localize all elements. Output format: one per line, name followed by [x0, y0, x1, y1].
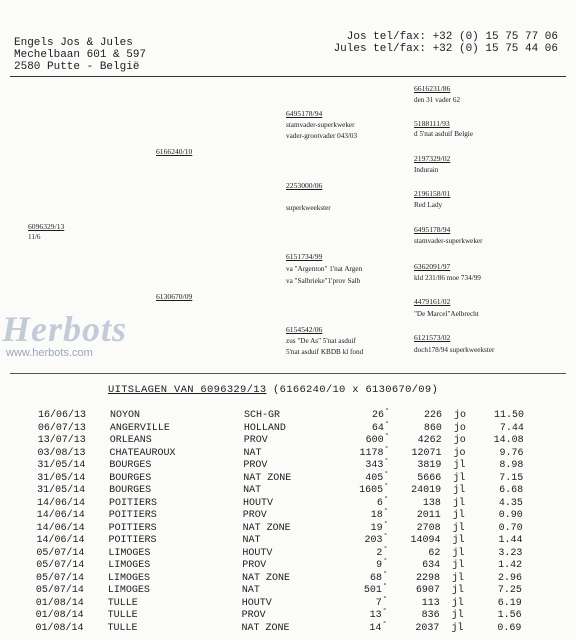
tel-jules: Jules tel/fax: +32 (0) 15 75 44 06: [333, 43, 558, 55]
race-birds: 62: [428, 547, 441, 559]
dss-ring: 6495178/94: [414, 225, 451, 234]
race-place: TULLE: [107, 610, 138, 621]
race-rank: 9: [376, 560, 383, 571]
race-place: POITIERS: [108, 522, 157, 534]
race-rank: 14: [369, 622, 382, 634]
race-coefficient: 8.98: [499, 460, 524, 471]
sire-sire-note-1: stamvader-superkweker: [286, 121, 355, 129]
race-rank: 6: [376, 497, 383, 509]
race-place: POITIERS: [108, 535, 157, 546]
race-category: NAT ZONE: [242, 522, 291, 534]
race-category: NAT ZONE: [242, 572, 291, 584]
race-coefficient: 7.44: [499, 422, 524, 434]
herbots-logo: Herbots: [2, 309, 128, 349]
table-row: [36, 560, 536, 571]
table-row: [36, 570, 536, 584]
race-place: LIMOGES: [108, 547, 151, 559]
race-category: HOUTV: [242, 497, 273, 509]
race-coefficient: 1.42: [498, 560, 523, 571]
results-title-main: UITSLAGEN VAN 6096329/13: [108, 384, 267, 396]
rank-degree-mark: °: [383, 533, 388, 541]
table-row: [37, 535, 537, 546]
table-row: [36, 585, 536, 596]
race-place: POITIERS: [108, 497, 157, 509]
table-row: [35, 620, 535, 634]
pigeon-age: jl: [451, 610, 464, 621]
rank-degree-mark: °: [383, 508, 388, 516]
race-date: 06/07/13: [37, 422, 86, 434]
rank-degree-mark: °: [382, 595, 387, 604]
race-coefficient: 7.15: [499, 472, 524, 484]
rank-degree-mark: °: [382, 608, 387, 616]
race-birds: 2708: [416, 522, 441, 534]
race-date: 14/06/14: [36, 535, 85, 546]
tel-jos: Jos tel/fax: +32 (0) 15 75 77 06: [346, 31, 558, 43]
race-rank: 2: [376, 547, 383, 559]
race-coefficient: 7.25: [497, 585, 522, 596]
dam-sire-note-2: va "Salbrieke"1'prov Salb: [286, 277, 361, 285]
race-place: ORLEANS: [109, 435, 152, 446]
race-rank: 343: [365, 460, 384, 471]
rank-degree-mark: °: [383, 495, 389, 504]
race-date: 05/07/14: [36, 547, 85, 559]
owner-name: Engels Jos & Jules: [14, 37, 133, 49]
subject-note: 11/6: [28, 233, 41, 241]
race-birds: 14094: [410, 535, 441, 546]
race-birds: 4262: [417, 435, 442, 446]
race-rank: 26: [371, 410, 384, 421]
pigeon-age: jl: [452, 535, 465, 546]
dds-note: "De Marcel"Aelbrecht: [414, 310, 479, 318]
pigeon-age: jl: [452, 510, 465, 521]
race-date: 05/07/14: [35, 585, 84, 596]
results-title-parents: (6166240/10 x 6130670/09): [273, 384, 439, 396]
table-row: [35, 595, 536, 609]
race-coefficient: 2.96: [498, 572, 523, 584]
rank-degree-mark: °: [383, 558, 388, 566]
race-birds: 138: [422, 497, 441, 509]
table-row: [36, 520, 537, 534]
race-category: NAT: [243, 485, 262, 496]
race-category: PROV: [242, 560, 267, 571]
rank-degree-mark: °: [382, 583, 388, 591]
table-row: [36, 610, 536, 621]
rank-degree-mark: °: [385, 408, 390, 416]
race-birds: 3819: [417, 460, 442, 471]
rank-degree-mark: °: [382, 620, 387, 629]
race-date: 14/06/14: [36, 522, 85, 534]
race-birds: 836: [421, 610, 440, 621]
dds-ring: 4479161/02: [414, 297, 451, 306]
race-rank: 501: [363, 585, 382, 596]
table-row: [37, 510, 537, 521]
race-rank: 64: [371, 422, 384, 434]
race-rank: 405: [365, 472, 384, 484]
race-place: LIMOGES: [107, 585, 150, 596]
race-birds: 5666: [417, 472, 442, 484]
race-rank: 1605: [359, 485, 384, 496]
rank-degree-mark: °: [383, 520, 388, 529]
race-date: 01/08/14: [35, 622, 84, 634]
pigeon-age: jl: [452, 547, 465, 559]
race-coefficient: 1.44: [498, 535, 523, 546]
race-coefficient: 0.69: [497, 622, 522, 634]
race-date: 31/05/14: [37, 472, 86, 484]
rank-degree-mark: °: [384, 420, 390, 429]
table-row: [36, 495, 537, 509]
race-category: PROV: [241, 610, 266, 621]
sds-ring: 2197329/02: [414, 154, 451, 163]
rank-degree-mark: °: [383, 570, 388, 579]
dsd-ring: 6362091/97: [414, 262, 451, 271]
race-place: LIMOGES: [108, 560, 151, 571]
pigeon-age: jl: [453, 485, 466, 496]
race-coefficient: 0.70: [498, 522, 523, 534]
race-coefficient: 1.56: [497, 610, 522, 621]
dam-dam-ring: 6154542/06: [286, 325, 323, 334]
race-category: PROV: [243, 460, 268, 471]
rank-degree-mark: °: [384, 458, 389, 466]
table-row: [37, 460, 537, 471]
sire-dam-note-1: superkweekster: [286, 204, 331, 212]
table-row: [37, 420, 538, 434]
sss-ring: 6616231/86: [414, 84, 451, 93]
race-place: CHATEAUROUX: [109, 447, 176, 459]
race-place: BOURGES: [109, 472, 152, 484]
subject-ring: 6096329/13: [28, 222, 65, 231]
race-rank: 19: [370, 522, 383, 534]
herbots-url: www.herbots.com: [6, 347, 93, 359]
table-row: [36, 545, 536, 559]
race-birds: 24019: [411, 485, 442, 496]
race-date: 03/08/13: [37, 447, 86, 459]
race-place: ANGERVILLE: [109, 422, 170, 434]
race-date: 16/06/13: [38, 410, 87, 421]
race-date: 05/07/14: [36, 560, 85, 571]
race-category: NAT: [242, 535, 261, 546]
dam-ring: 6130670/09: [156, 292, 193, 301]
sire-dam-ring: 2253000/06: [286, 181, 323, 190]
table-row: [37, 470, 537, 484]
sdd-ring: 2196158/01: [414, 189, 451, 198]
dam-dam-note-1: zus "De As" 5'nat asduif: [286, 337, 356, 345]
race-coefficient: 6.19: [497, 597, 522, 609]
race-date: 01/08/14: [35, 610, 84, 621]
table-row: [37, 445, 538, 459]
race-date: 31/05/14: [37, 485, 86, 496]
pigeon-age: jl: [453, 460, 466, 471]
dam-sire-ring: 6151734/99: [286, 252, 323, 261]
pigeon-age: jl: [451, 597, 464, 609]
race-rank: 203: [364, 535, 383, 546]
race-place: POITIERS: [108, 510, 157, 521]
race-place: NOYON: [110, 410, 141, 421]
race-category: SCH-GR: [244, 410, 281, 421]
sds-note: Indurain: [414, 166, 439, 174]
race-category: HOUTV: [242, 547, 273, 559]
ddd-note: doch178/94 superkweekster: [414, 346, 495, 354]
rank-degree-mark: °: [383, 545, 388, 554]
owner-street: Mechelbaan 601 & 597: [14, 49, 147, 61]
race-place: TULLE: [107, 622, 138, 634]
rank-degree-mark: °: [384, 433, 389, 441]
race-place: LIMOGES: [108, 572, 151, 584]
race-category: HOLLAND: [243, 422, 286, 434]
race-birds: 860: [423, 422, 442, 434]
race-coefficient: 9.76: [499, 447, 524, 459]
pigeon-age: jo: [453, 435, 466, 446]
dam-sire-note-1: va "Argenton" 1'nat Argen: [286, 265, 363, 273]
rank-degree-mark: °: [384, 445, 389, 454]
race-birds: 226: [423, 410, 442, 421]
race-birds: 634: [422, 560, 441, 571]
race-category: NAT ZONE: [243, 472, 292, 484]
table-row: [38, 435, 538, 446]
race-rank: 68: [370, 572, 383, 584]
pigeon-age: jl: [451, 622, 464, 634]
race-date: 13/07/13: [37, 435, 86, 446]
race-coefficient: 11.50: [493, 410, 524, 421]
pigeon-age: jo: [453, 422, 466, 434]
race-category: PROV: [243, 435, 268, 446]
rank-degree-mark: °: [384, 470, 389, 479]
ssd-note: d 5'nat asduif Belgie: [414, 130, 473, 138]
sire-ring: 6166240/10: [156, 147, 193, 156]
race-category: PROV: [242, 510, 267, 521]
ssd-ring: 5188111/93: [414, 119, 450, 128]
race-rank: 18: [370, 510, 383, 521]
race-coefficient: 14.08: [493, 435, 524, 446]
race-date: 31/05/14: [37, 460, 86, 471]
race-date: 14/06/14: [36, 510, 85, 521]
header-divider: [10, 76, 566, 77]
race-birds: 113: [421, 597, 440, 609]
pigeon-age: jo: [453, 447, 466, 459]
race-rank: 600: [365, 435, 384, 446]
dsd-note: kld 231/86 moe 734/99: [414, 274, 481, 282]
table-row: [37, 485, 537, 496]
pigeon-age: jl: [452, 560, 465, 571]
results-title: [108, 384, 438, 396]
pedigree-divider: [10, 373, 566, 374]
ddd-ring: 6121573/02: [414, 333, 451, 342]
race-place: TULLE: [107, 597, 138, 609]
race-coefficient: 4.35: [498, 497, 523, 509]
pigeon-age: jl: [452, 572, 465, 584]
sire-sire-ring: 6495178/94: [286, 109, 323, 118]
race-coefficient: 6.68: [499, 485, 524, 496]
race-place: BOURGES: [109, 485, 152, 496]
race-birds: 12071: [411, 447, 442, 459]
rank-degree-mark: °: [384, 483, 389, 491]
race-category: NAT: [241, 585, 260, 596]
race-rank: 7: [375, 597, 382, 609]
dam-dam-note-2: 5'nat asduif KBDB kl fond: [286, 348, 364, 356]
pigeon-age: jl: [451, 585, 464, 596]
pigeon-age: jl: [452, 497, 465, 509]
owner-city: 2580 Putte - België: [14, 61, 140, 73]
race-category: NAT: [243, 447, 262, 459]
race-date: 05/07/14: [36, 572, 85, 584]
race-place: BOURGES: [109, 460, 152, 471]
race-rank: 13: [369, 610, 382, 621]
sire-sire-note-2: vader-grootvader 043/03: [286, 132, 358, 140]
race-birds: 2298: [416, 572, 441, 584]
race-coefficient: 0.90: [498, 510, 523, 521]
race-birds: 6907: [415, 585, 440, 596]
dss-note: stamvader-superkweker: [414, 237, 483, 245]
race-rank: 1178: [359, 447, 384, 459]
race-date: 01/08/14: [35, 597, 84, 609]
sdd-note: Red Lady: [414, 201, 443, 209]
race-birds: 2037: [415, 622, 440, 634]
race-coefficient: 3.23: [498, 547, 523, 559]
table-row: [38, 410, 538, 421]
race-birds: 2011: [416, 510, 441, 521]
sss-note: den 31 vader 62: [414, 96, 461, 104]
race-category: HOUTV: [241, 597, 272, 609]
pigeon-age: jo: [454, 410, 467, 421]
race-date: 14/06/14: [36, 497, 85, 509]
race-category: NAT ZONE: [241, 622, 290, 634]
pigeon-age: jl: [452, 522, 465, 534]
pigeon-age: jl: [453, 472, 466, 484]
